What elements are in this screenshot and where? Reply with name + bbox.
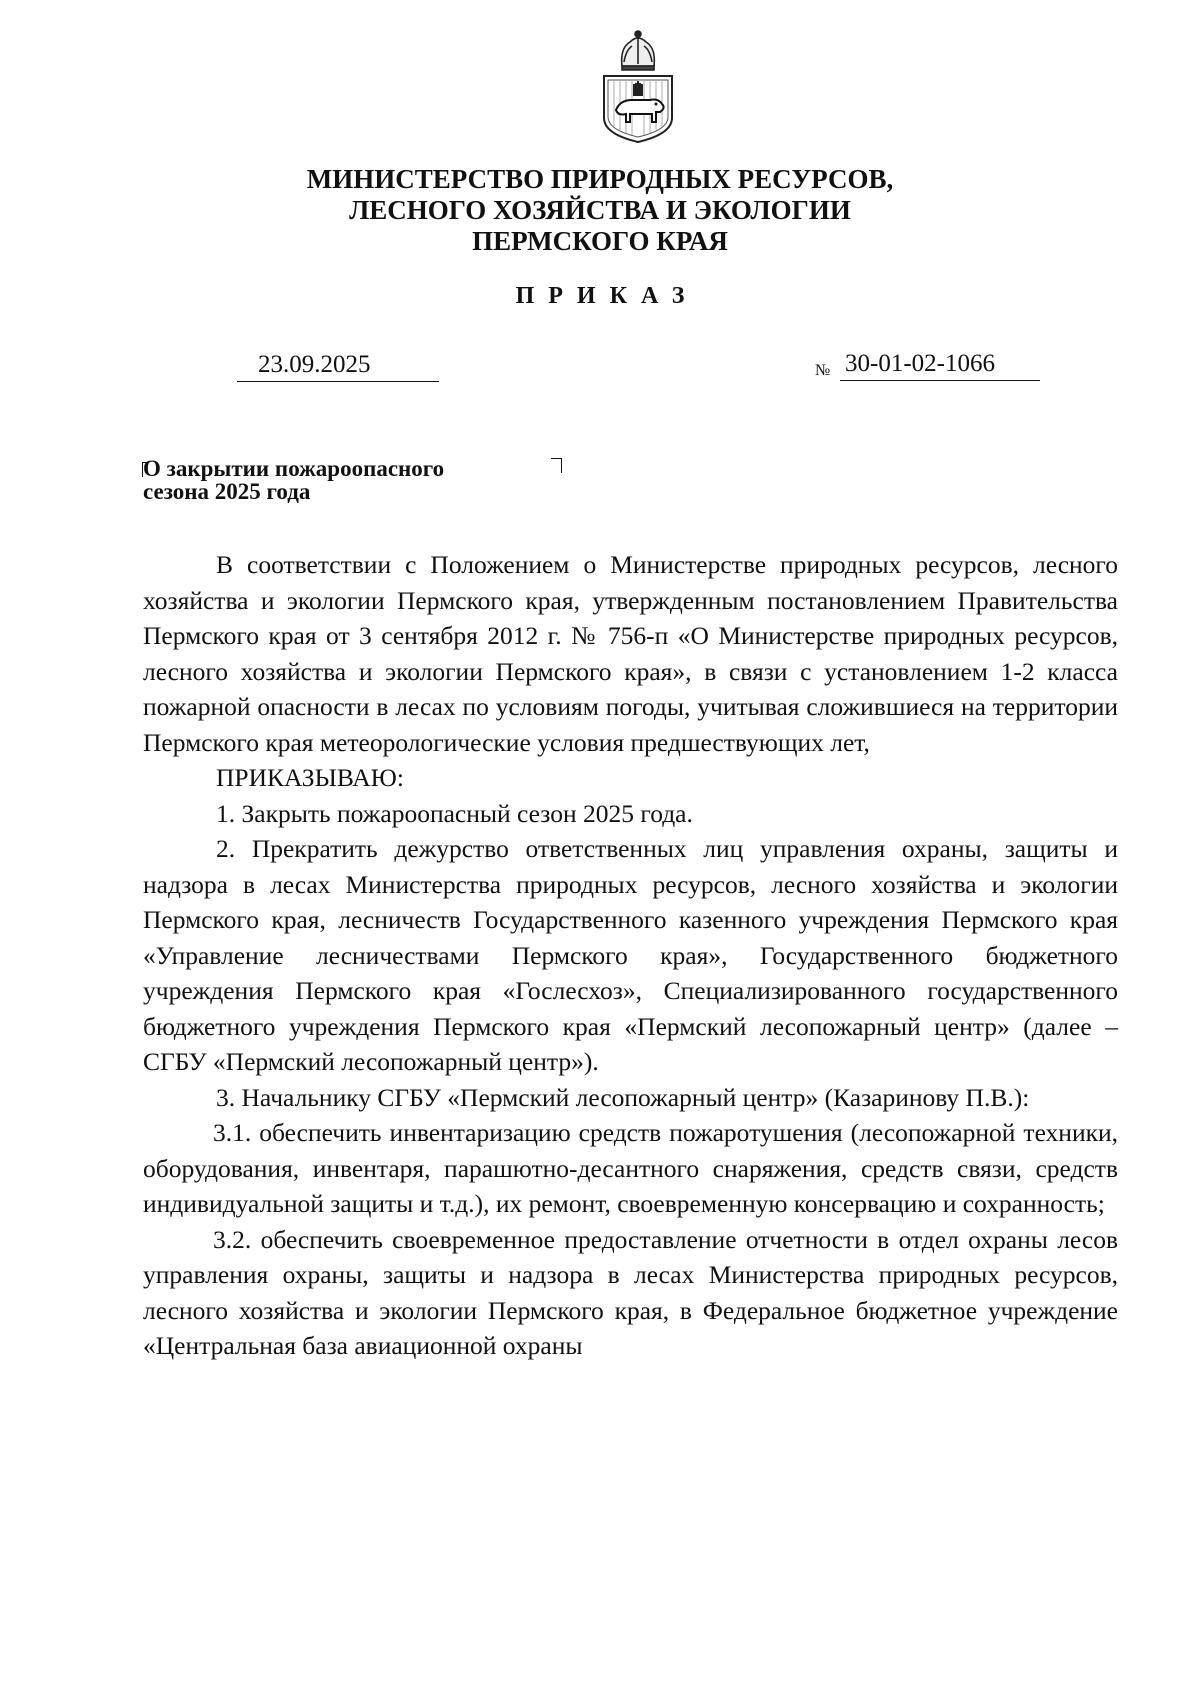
org-name-line3: ПЕРМСКОГО КРАЯ bbox=[472, 226, 728, 256]
document-date: 23.09.2025 bbox=[258, 351, 371, 378]
crown-icon bbox=[622, 31, 655, 70]
preamble-paragraph: В соответствии с Положением о Министерстве природных ресурсов, лесного хозяйства и экологии Пермского края, утвержденным постановлением Правительства Пермского края от 3 сентября 2012 г. № 756-п «О Министерстве природных ресурсов, лесного хозяйства и экологии Пермского края», в связи с установлением 1-2 класса пожарной опасности в лесах по условиям погоды, учитывая сложившиеся на территории Пермского края метеорологические условия предшествующих лет, bbox=[143, 550, 1118, 757]
subject-line2: сезона 2025 года bbox=[143, 479, 311, 504]
order-item-1: 1. Закрыть пожароопасный сезон 2025 года. bbox=[216, 798, 693, 828]
order-item-3-1: 3.1. обеспечить инвентаризацию средств пожаротушения (лесопожарной техники, оборудования, инвентаря, парашютно-десантного снаряжения, средств связи, средств индивидуальной защиты и т.д.), их ремонт, своевременную консервацию и сохранность; bbox=[143, 1118, 1118, 1218]
document-body bbox=[143, 547, 1118, 1364]
order-item-2: 2. Прекратить дежурство ответственных лиц управления охраны, защиты и надзора в лесах Министерства природных ресурсов, лесного хозяйства и экологии Пермского края, лесничеств Государственного казенного учреждения Пермского края «Управление лесничествами Пермского края», Государственного бюджетного учреждения Пермского края «Гослесхоз», Специализированного государственного бюджетного учреждения Пермского края «Пермский лесопожарный центр» (далее – СГБУ «Пермский лесопожарный центр»). bbox=[143, 834, 1118, 1076]
document-number: 30-01-02-1066 bbox=[845, 350, 995, 377]
number-sign: № bbox=[815, 362, 831, 379]
order-word: ПРИКАЗЫВАЮ: bbox=[216, 763, 404, 792]
org-name-line1: МИНИСТЕРСТВО ПРИРОДНЫХ РЕСУРСОВ, bbox=[306, 164, 894, 194]
order-item-3-2: 3.2. обеспечить своевременное предоставление отчетности в отдел охраны лесов управления охраны, защиты и надзора в лесах Министерства природных ресурсов, лесного хозяйства и экологии Пермского края, в Федеральное бюджетное учреждение «Центральная база авиационной охраны bbox=[143, 1224, 1118, 1360]
org-name-line2: ЛЕСНОГО ХОЗЯЙСТВА И ЭКОЛОГИИ bbox=[349, 195, 851, 225]
document-subject bbox=[143, 457, 563, 503]
number-underline bbox=[840, 380, 1040, 381]
order-item-3: 3. Начальнику СГБУ «Пермский лесопожарный центр» (Казаринову П.В.): bbox=[216, 1082, 1030, 1112]
subject-line1: О закрытии пожароопасного bbox=[143, 456, 445, 481]
coat-of-arms-emblem bbox=[596, 26, 680, 144]
date-underline bbox=[237, 381, 439, 382]
document-type-title: ПРИКАЗ bbox=[515, 283, 699, 309]
